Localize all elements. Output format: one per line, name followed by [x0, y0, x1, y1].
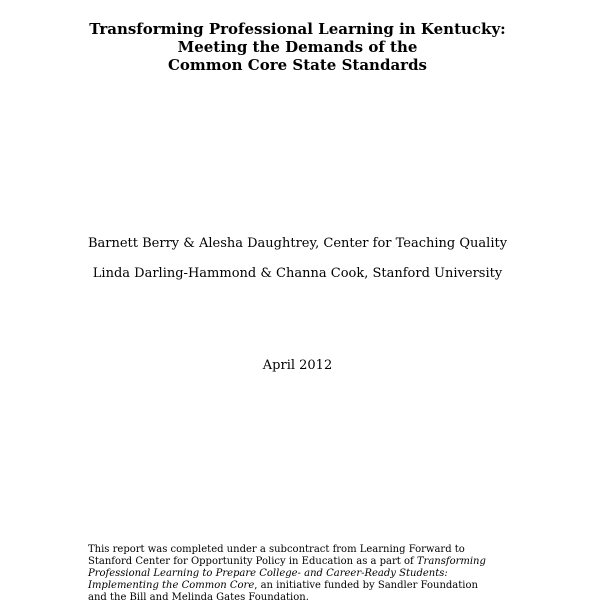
authors-line-1: Barnett Berry & Alesha Daughtrey, Center for Teaching Quality	[87, 236, 508, 251]
title-line-1: Transforming Professional Learning in Kentucky:	[89, 20, 506, 38]
footnote-text-1: This report was completed under a subcontract from Learning Forward to Stanford Center for Opportunity Policy in Education as a part of	[88, 544, 465, 567]
document-title	[0, 20, 595, 74]
footnote-text-2: , an initiative funded by Sandler Foundation and the Bill and Melinda Gates Foundation.	[88, 580, 478, 603]
footnote-initiative-title: Transforming Professional Learning to Prepare College- and Career-Ready Students: Implementing the Common Core	[88, 556, 486, 591]
authors-line-2: Linda Darling-Hammond & Channa Cook, Stanford University	[92, 266, 503, 281]
funding-footnote	[88, 544, 488, 604]
publication-date: April 2012	[262, 358, 333, 373]
title-line-3: Common Core State Standards	[167, 56, 428, 74]
title-line-2: Meeting the Demands of the	[177, 38, 418, 56]
